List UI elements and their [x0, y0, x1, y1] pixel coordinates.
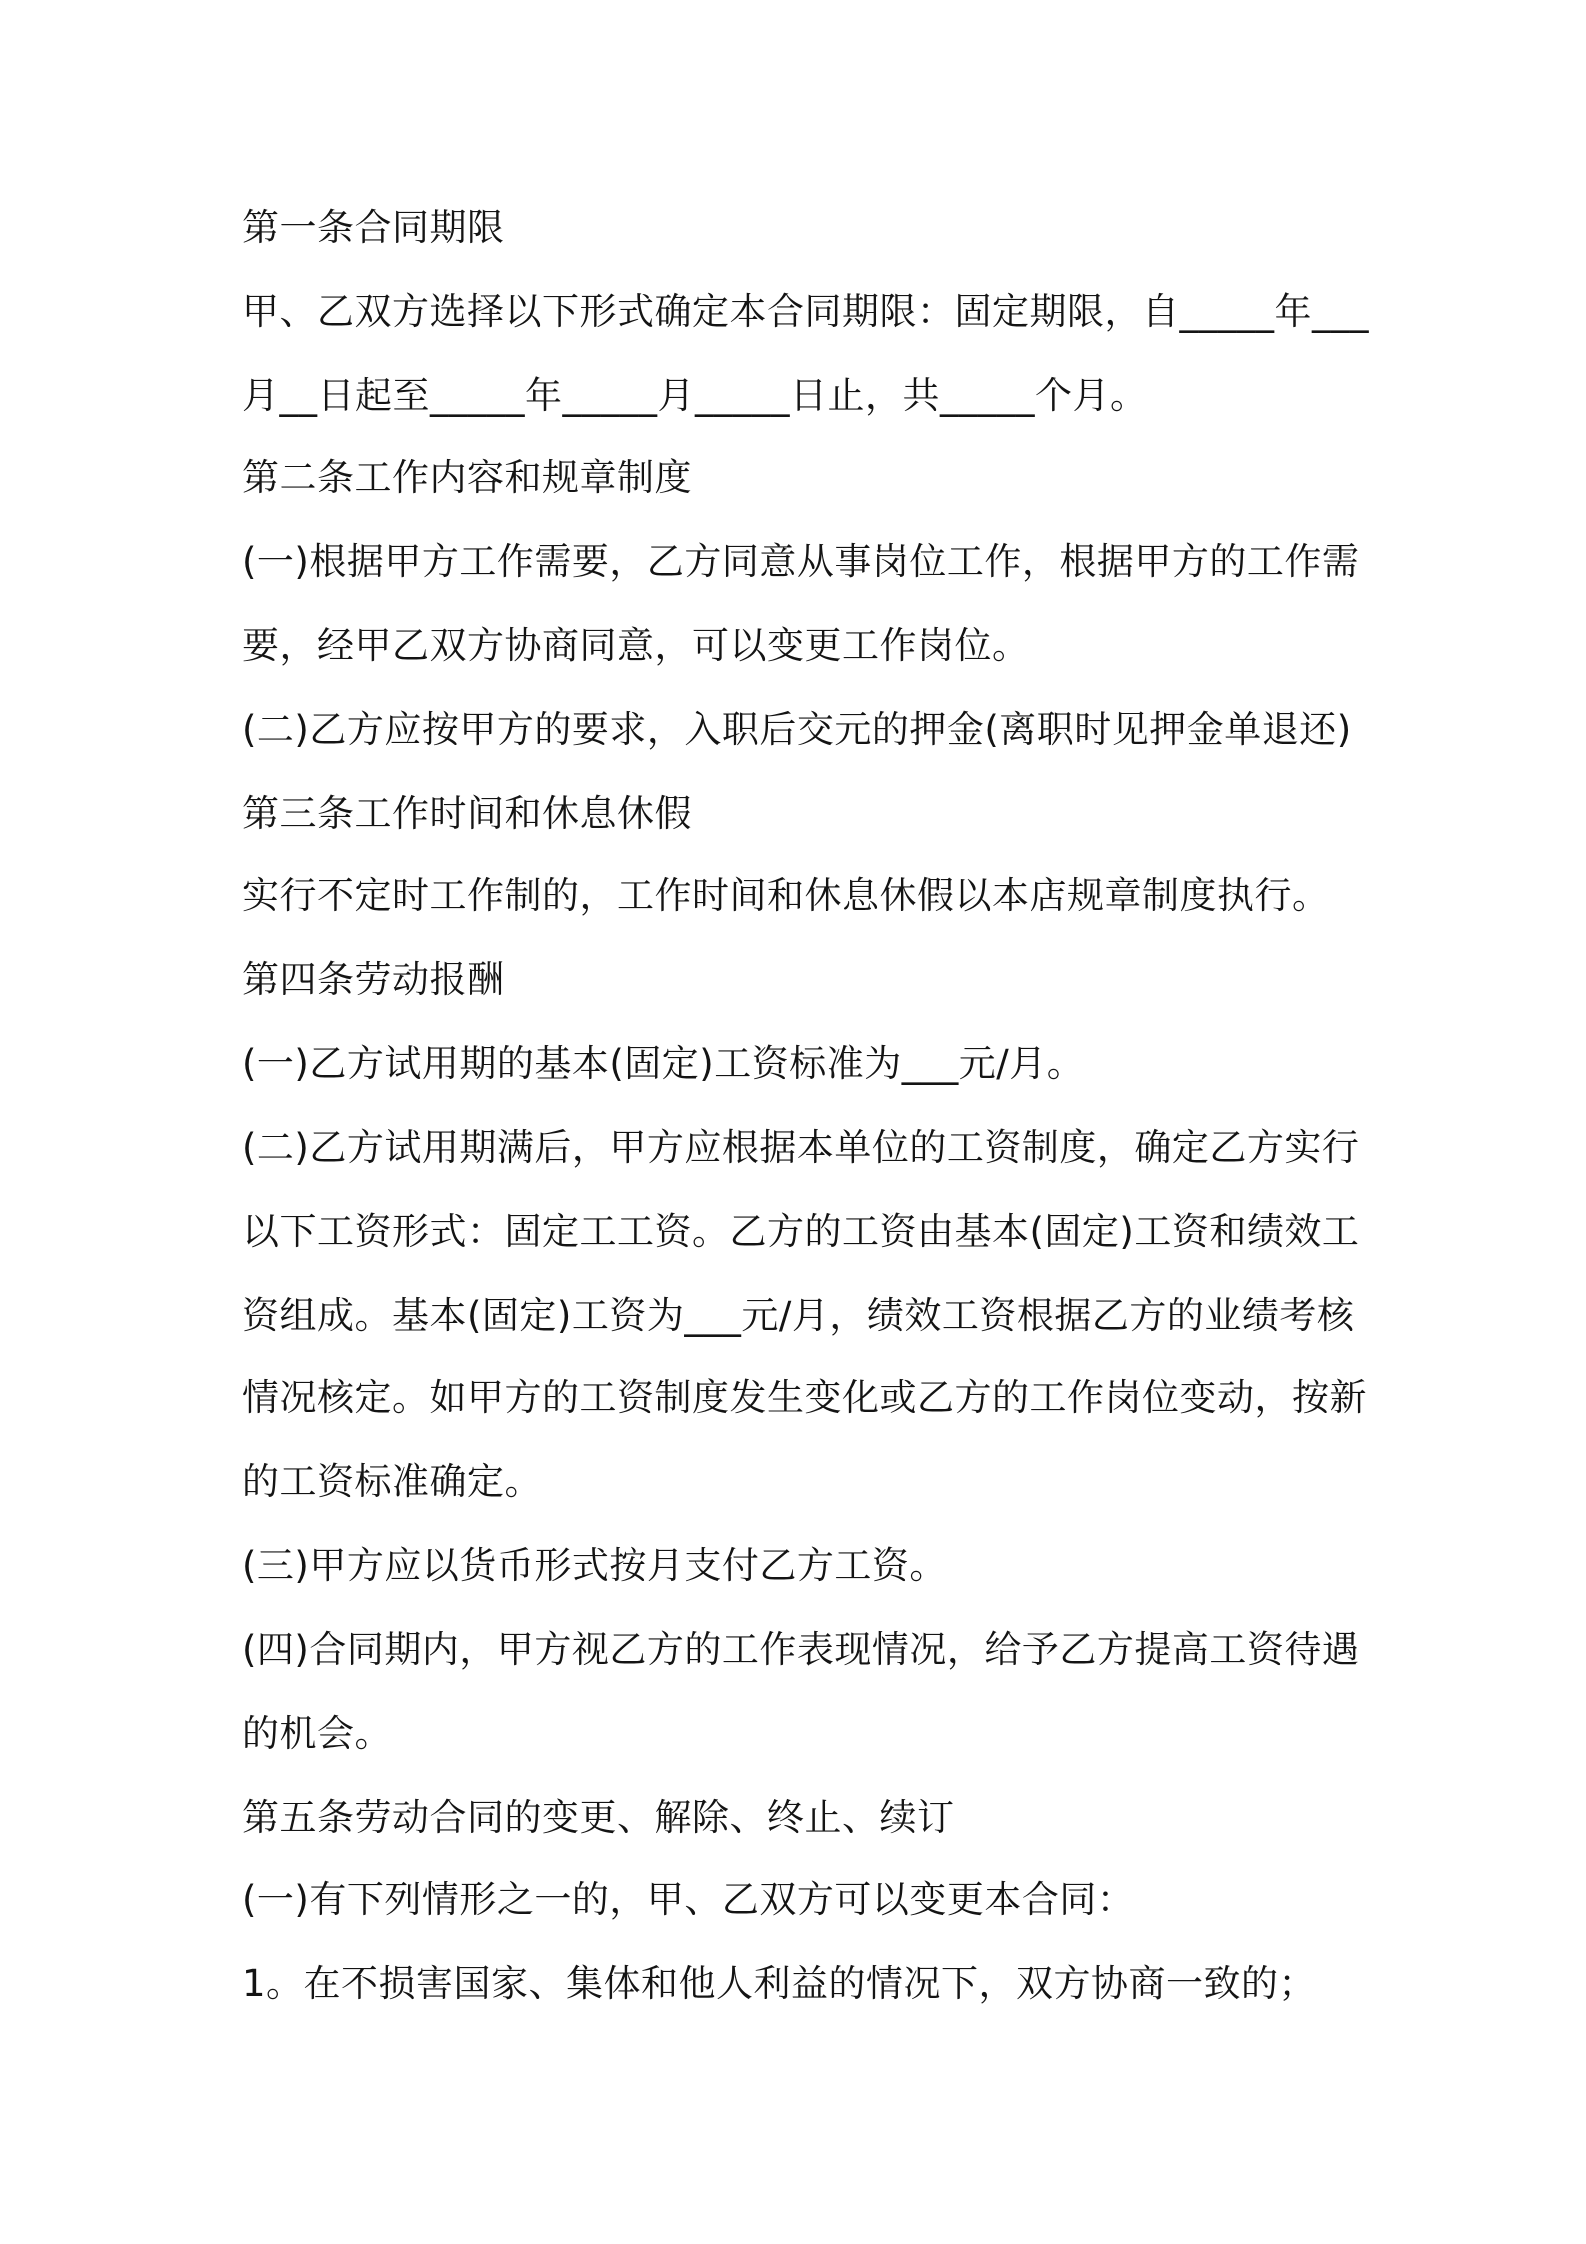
paragraph-line: (一)有下列情形之一的，甲、乙双方可以变更本合同：: [242, 1878, 1135, 1921]
paragraph-line: 资组成。基本(固定)工资为___元/月，绩效工资根据乙方的业绩考核: [242, 1294, 1355, 1337]
heading-article-4: 第四条劳动报酬: [242, 958, 505, 1001]
paragraph-line: 月__日起至_____年_____月_____日止，共_____个月。: [242, 374, 1148, 417]
paragraph-line: 实行不定时工作制的，工作时间和休息休假以本店规章制度执行。: [242, 874, 1330, 917]
heading-article-3: 第三条工作时间和休息休假: [242, 792, 692, 835]
paragraph-line: (二)乙方试用期满后，甲方应根据本单位的工资制度，确定乙方实行: [242, 1126, 1360, 1169]
heading-article-2: 第二条工作内容和规章制度: [242, 456, 692, 499]
paragraph-line: (一)乙方试用期的基本(固定)工资标准为___元/月。: [242, 1042, 1085, 1085]
paragraph-line: 情况核定。如甲方的工资制度发生变化或乙方的工作岗位变动，按新: [242, 1376, 1367, 1419]
heading-article-5: 第五条劳动合同的变更、解除、终止、续订: [242, 1796, 955, 1839]
paragraph-line: 1。在不损害国家、集体和他人利益的情况下，双方协商一致的；: [242, 1962, 1317, 2005]
paragraph-line: (三)甲方应以货币形式按月支付乙方工资。: [242, 1544, 947, 1587]
paragraph-line: 甲、乙双方选择以下形式确定本合同期限：固定期限，自_____年___: [242, 290, 1369, 333]
paragraph-line: 的工资标准确定。: [242, 1460, 542, 1503]
paragraph-line: 要，经甲乙双方协商同意，可以变更工作岗位。: [242, 624, 1030, 667]
paragraph-line: (四)合同期内，甲方视乙方的工作表现情况，给予乙方提高工资待遇: [242, 1628, 1360, 1671]
paragraph-line: (一)根据甲方工作需要，乙方同意从事岗位工作，根据甲方的工作需: [242, 540, 1360, 583]
paragraph-line: 以下工资形式：固定工工资。乙方的工资由基本(固定)工资和绩效工: [242, 1210, 1360, 1253]
paragraph-line: 的机会。: [242, 1712, 392, 1755]
paragraph-line: (二)乙方应按甲方的要求，入职后交元的押金(离职时见押金单退还): [242, 708, 1352, 751]
heading-article-1: 第一条合同期限: [242, 206, 505, 249]
